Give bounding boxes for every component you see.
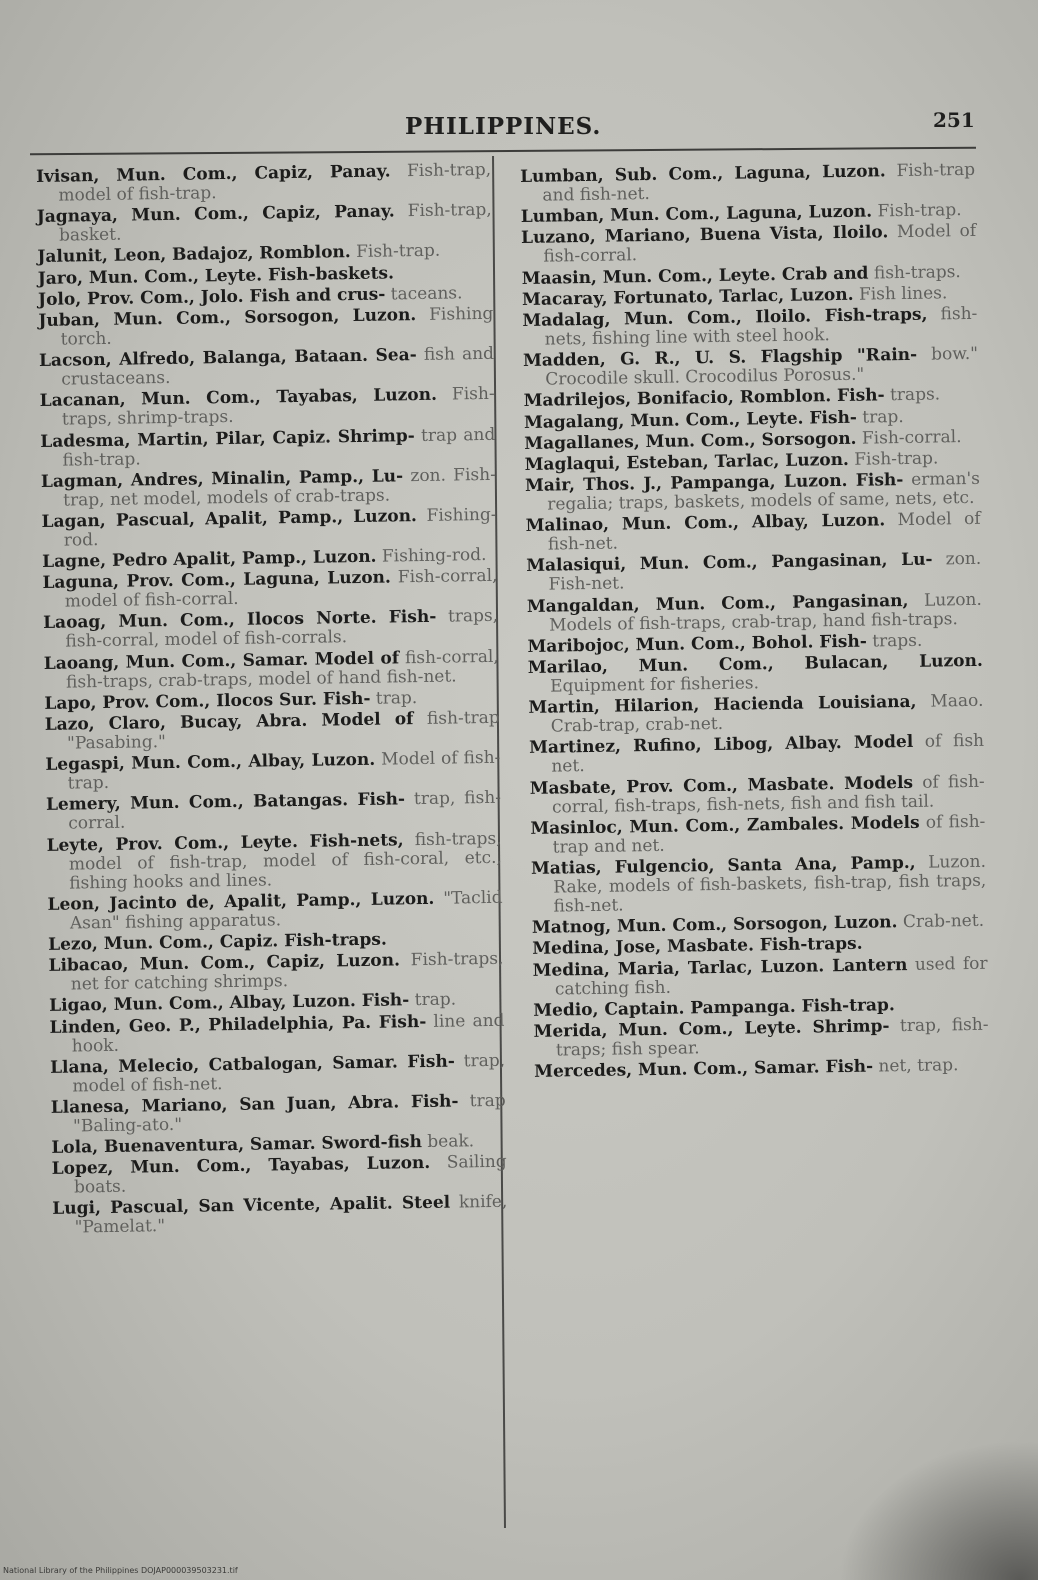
index-entry [38,305,494,350]
entry-name: Madrilejos, Bonifacio, Romblon. Fish- [523,385,885,412]
header-rule [30,147,976,156]
index-entry [40,385,496,430]
entry-description: fish-traps, model of fish-trap, model of fish-coral, etc., fishing hooks and lines. [68,828,503,894]
entry-description: Fishing-rod. [63,504,497,551]
entry-name: Laoag, Mun. Com., Ilocos Norte. Fish- [42,607,437,634]
index-entry [41,506,497,551]
index-entry [52,1153,508,1198]
entry-name: Lagman, Andres, Minalin, Pamp., Lu- [40,465,404,492]
entry-description: Model of fish-corral. [543,221,977,268]
entry-description: Fish-traps, shrimp-traps. [61,384,495,430]
index-entry [532,954,988,999]
index-entry [529,732,985,777]
entry-description: Luzon. Models of fish-traps, crab-trap, hand fish-traps. [549,589,982,636]
entry-description: trap, model of fish-net. [72,1050,506,1097]
entry-description: Fish-corral, model of fish-corral. [64,566,498,612]
entry-description: knife, "Pamelat." [74,1192,508,1238]
entry-name: Laoang, Mun. Com., Samar. Model of [43,647,400,674]
entry-name: Ladesma, Martin, Pilar, Capiz. Shrimp- [40,425,415,452]
entry-description: zon. Fish-trap, net model, models of crab-traps. [63,464,497,511]
entry-description: Fish-trap and fish-net. [542,159,976,206]
entry-name: Lugi, Pascual, San Vicente, Apalit. Steel [52,1193,451,1220]
entry-name: Libacao, Mun. Com., Capiz, Luzon. [48,950,401,977]
entry-description: Model of fish-net. [547,509,981,555]
index-entry [530,813,986,858]
entry-name: Magalang, Mun. Com., Leyte. Fish- [523,407,858,433]
entry-name: Mercedes, Mun. Com., Samar. Fish- [534,1056,874,1082]
entry-name: Maasin, Mun. Com., Leyte. Crab and [521,263,869,289]
index-entry [41,466,497,511]
index-entry [43,607,499,652]
entry-name: Lemery, Mun. Com., Batangas. Fish- [45,789,406,816]
entry-name: Leyte, Prov. Com., Leyte. Fish-nets, [46,829,404,856]
entry-name: Maribojoc, Mun. Com., Bohol. Fish- [527,631,867,657]
entry-description: Equipment for fisheries. [549,673,760,697]
entry-name: Linden, Geo. P., Philadelphia, Pa. Fish- [49,1011,427,1038]
entry-description: trap "Baling-ato." [72,1090,506,1137]
index-entry [45,709,501,754]
index-entry [521,222,977,267]
entry-name: Medio, Captain. Pampanga. Fish-trap. [533,994,895,1021]
entry-description: of fish net. [551,731,985,777]
entry-description: Fish-traps, net for catching shrimps. [70,948,504,995]
entry-description: Fish lines. [858,283,948,305]
entry-name: Macaray, Fortunato, Tarlac, Luzon. [521,284,854,310]
entry-description: Fish-corral. [861,426,962,449]
entry-name: Leon, Jacinto de, Apalit, Pamp., Luzon. [47,888,435,915]
index-entry [528,652,984,697]
index-entry [42,567,498,612]
entry-description: Model of fish-trap. [67,747,501,794]
entry-description: of fish-trap and net. [552,811,986,858]
entry-description: fish and crustaceans. [61,343,495,390]
entry-description: Fish-trap. [854,448,939,470]
entry-name: Llana, Melecio, Catbalogan, Samar. Fish- [49,1051,455,1078]
entry-name: Malasiqui, Mun. Com., Pangasinan, Lu- [526,550,933,577]
entry-name: Jalunit, Leon, Badajoz, Romblon. [37,242,351,268]
index-entry [36,161,492,206]
index-entry [37,201,493,246]
entry-description: Fish-trap. [355,241,441,263]
page-title: PHILIPPINES. [405,113,602,140]
entry-description: fish-trap "Pasabing." [66,707,500,754]
entry-name: Laguna, Prov. Com., Laguna, Luzon. [42,567,392,594]
entry-description: trap, fish-corral. [68,788,502,834]
entry-description: trap and fish-trap. [62,424,496,471]
entry-name: Madden, G. R., U. S. Flagship "Rain- [522,344,918,372]
index-entry [46,789,502,834]
index-entry [520,161,976,206]
entry-name: Lazo, Claro, Bucay, Abra. Model of [44,709,414,735]
index-entry [51,1092,507,1137]
entry-description: Maao. Crab-trap, crab-net. [550,690,984,737]
entry-description: trap. [375,687,418,709]
entry-name: Lacanan, Mun. Com., Tayabas, Luzon. [39,385,438,412]
index-entry [528,692,984,737]
page-shadow [838,1440,1038,1580]
entry-description: taceans. [390,283,463,305]
entry-description: Luzon. Rake, models of fish-baskets, fish-trap, fish traps, fish-net. [553,851,987,917]
index-entry [48,950,504,995]
index-entry [526,550,982,595]
entry-description: "Taclid Asan" fishing apparatus. [69,887,503,934]
index-entry [534,1056,989,1082]
entry-description: Fish-trap. [877,200,962,222]
entry-name: Jagnaya, Mun. Com., Capiz, Panay. [36,201,395,228]
entry-description: Fish-trap, model of fish-trap. [58,159,492,206]
entry-description: trap. [414,989,457,1011]
index-entry [39,345,495,390]
entry-description: of fish-corral, fish-traps, fish-nets, fish and fish tail. [551,771,985,818]
index-entry [533,1016,989,1061]
entry-description: Fishing-rod. [381,545,487,567]
index-entry [531,853,987,917]
entry-name: Lacson, Alfredo, Balanga, Bataan. Sea- [38,345,417,372]
entry-description: erman's regalia; traps, baskets, models of same, nets, etc. [547,468,981,515]
entry-name: Jaro, Mun. Com., Leyte. Fish-baskets. [37,262,395,289]
entry-name: Ivisan, Mun. Com., Capiz, Panay. [35,161,391,187]
entry-name: Lezo, Mun. Com., Capiz. Fish-traps. [48,929,388,955]
entry-description: bow." Crocodile skull. Crocodilus Porosus." [545,343,979,390]
index-entry [527,590,983,635]
index-entry [522,305,978,350]
entry-name: Luzano, Mariano, Buena Vista, Iloilo. [520,222,889,249]
entry-description: traps, fish-corral, model of fish-corrals. [65,606,499,653]
index-entry [525,510,981,555]
entry-name: Matias, Fulgencio, Santa Ana, Pamp., [530,852,916,879]
entry-name: Lagan, Pascual, Apalit, Pamp., Luzon. [41,505,418,532]
entry-name: Lumban, Sub. Com., Laguna, Luzon. [519,161,886,187]
index-entry [40,425,496,470]
entry-name: Lagne, Pedro Apalit, Pamp., Luzon. [42,546,377,573]
entry-description: fish-nets, fishing line with steel hook. [544,303,978,350]
entry-description: used for catching fish. [554,953,988,1000]
index-entry [47,889,503,934]
entry-name: Medina, Maria, Tarlac, Luzon. Lantern [532,954,908,981]
left-column [36,161,508,1241]
entry-description: net, trap. [878,1055,959,1077]
right-column [520,161,989,1084]
entry-name: Martin, Hilarion, Hacienda Louisiana, [528,692,917,719]
entry-name: Llanesa, Mariano, San Juan, Abra. Fish- [50,1091,459,1118]
entry-name: Lola, Buenaventura, Samar. Sword-fish [51,1132,423,1158]
scan-credit: National Library of the Philippines DOJAP000039503231.tif [3,1566,238,1575]
entry-description: trap. [862,406,904,428]
index-entry [525,470,981,515]
entry-description: Fish-trap, basket. [58,200,492,246]
entry-name: Marilao, Mun. Com., Bulacan, Luzon. [527,650,983,678]
entry-name: Magallanes, Mun. Com., Sorsogon. [524,428,857,454]
entry-name: Merida, Mun. Com., Leyte. Shrimp- [533,1016,890,1042]
index-entry [530,772,986,817]
entry-description: traps. [889,384,941,406]
entry-description: fish-corral, fish-traps, crab-traps, model of hand fish-net. [65,646,499,693]
entry-name: Masbate, Prov. Com., Masbate. Models [529,772,914,799]
index-entry [50,1051,506,1096]
entry-name: Lapo, Prov. Com., Ilocos Sur. Fish- [44,688,371,714]
entry-name: Mair, Thos. J., Pampanga, Luzon. Fish- [524,470,904,497]
entry-name: Legaspi, Mun. Com., Albay, Luzon. [45,749,376,776]
entry-name: Juban, Mun. Com., Sorsogon, Luzon. [38,304,417,331]
index-entry [45,749,501,794]
entry-name: Masinloc, Mun. Com., Zambales. Models [530,812,920,839]
entry-description: beak. [427,1131,475,1153]
index-entry [523,345,979,390]
entry-name: Madalag, Mun. Com., Iloilo. Fish-traps, [522,304,928,331]
entry-description: fish-traps. [873,261,961,284]
entry-description: traps. [872,630,923,652]
entry-name: Medina, Jose, Masbate. Fish-traps. [532,934,863,960]
index-entry [44,647,500,692]
entry-description: Crab-net. [902,910,985,933]
page-number: 251 [933,108,975,132]
entry-name: Maglaqui, Esteban, Tarlac, Luzon. [524,449,850,475]
entry-description: trap, fish-traps; fish spear. [555,1014,989,1061]
entry-name: Martinez, Rufino, Libog, Albay. Model [528,732,914,759]
index-entry [47,829,503,893]
entry-name: Ligao, Mun. Com., Albay, Luzon. Fish- [49,990,410,1017]
index-entry [52,1193,508,1238]
entry-name: Lopez, Mun. Com., Tayabas, Luzon. [51,1153,431,1180]
entry-name: Malinao, Mun. Com., Albay, Luzon. [525,510,886,537]
entry-description: line and hook. [71,1010,505,1057]
entry-description: Fishing torch. [60,303,494,350]
entry-description: Sailing boats. [73,1151,507,1198]
index-entry [49,1011,505,1056]
entry-name: Jolo, Prov. Com., Jolo. Fish and crus- [37,284,386,310]
entry-description: zon. Fish-net. [548,549,982,596]
entry-name: Matnog, Mun. Com., Sorsogon, Luzon. [531,912,898,939]
entry-name: Lumban, Mun. Com., Laguna, Luzon. [520,201,873,228]
entry-name: Mangaldan, Mun. Com., Pangasinan, [526,590,909,617]
